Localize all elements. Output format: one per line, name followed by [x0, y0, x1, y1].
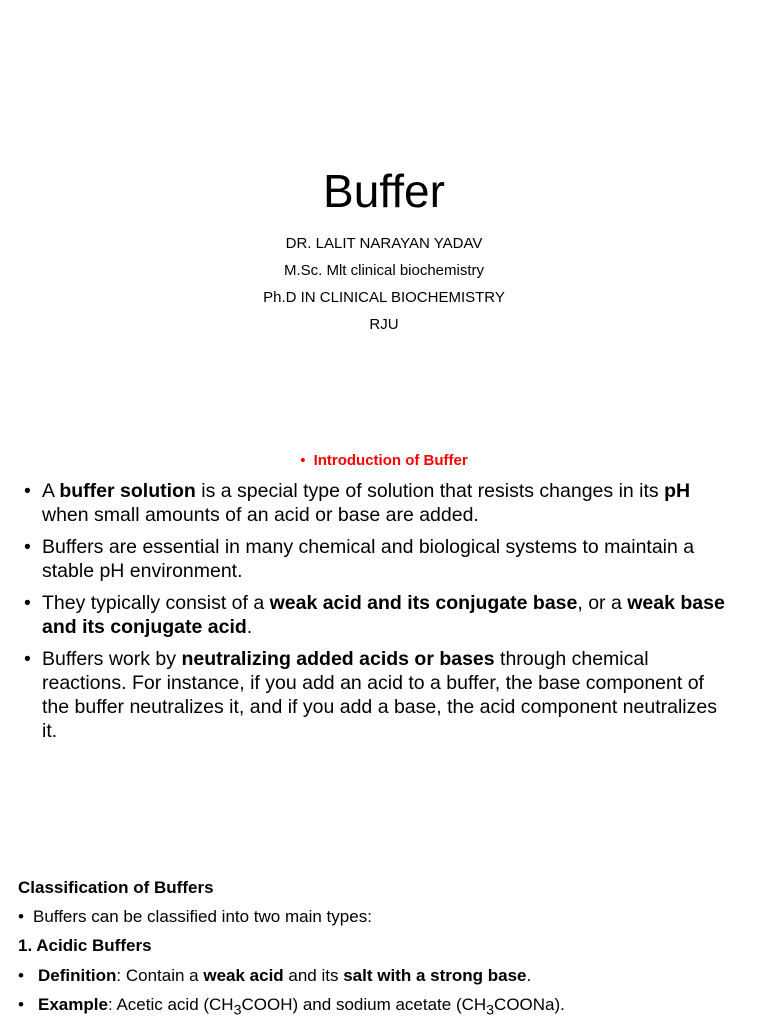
list-item: • They typically consist of a weak acid and its conjugate base, or a weak base and its conjugate acid.: [24, 591, 728, 639]
example-line: • Example: Acetic acid $(CH_3COOH)$ and sodium acetate $(CH_3COONa)$.: [18, 995, 565, 1019]
classification-heading: Classification of Buffers: [18, 878, 214, 897]
author-phd: Ph.D IN CLINICAL BIOCHEMISTRY: [263, 289, 505, 306]
author-name: DR. LALIT NARAYAN YADAV: [285, 235, 483, 252]
slide-subtitle: [0, 230, 768, 338]
definition-line: • Definition: Contain a weak acid and its salt with a strong base.: [18, 966, 532, 985]
list-item: • Buffers are essential in many chemical and biological systems to maintain a stable pH environment.: [24, 535, 728, 583]
heading-text: Introduction of Buffer: [313, 452, 468, 469]
acidic-buffers-heading: 1. Acidic Buffers: [18, 936, 152, 955]
list-item: • A buffer solution is a special type of solution that resists changes in its pH when small amounts of an acid or base are added.: [24, 479, 728, 527]
slide-title: Buffer: [323, 165, 445, 217]
section-heading: [0, 450, 768, 472]
bullet-list: [24, 479, 728, 751]
list-item: • Buffers work by neutralizing added acids or bases through chemical reactions. For instance, if you add an acid to a buffer, the base component of the buffer neutralizes it, and if you add a base, the acid component neutralizes it.: [24, 647, 728, 743]
author-degree: M.Sc. Mlt clinical biochemistry: [283, 262, 485, 279]
bullet-dot: •: [300, 452, 306, 469]
intro-line: • Buffers can be classified into two main types:: [18, 907, 372, 926]
author-institution: RJU: [369, 316, 399, 333]
title-slide: [0, 0, 768, 380]
introduction-slide: [0, 440, 768, 780]
classification-slide: [0, 872, 768, 1024]
